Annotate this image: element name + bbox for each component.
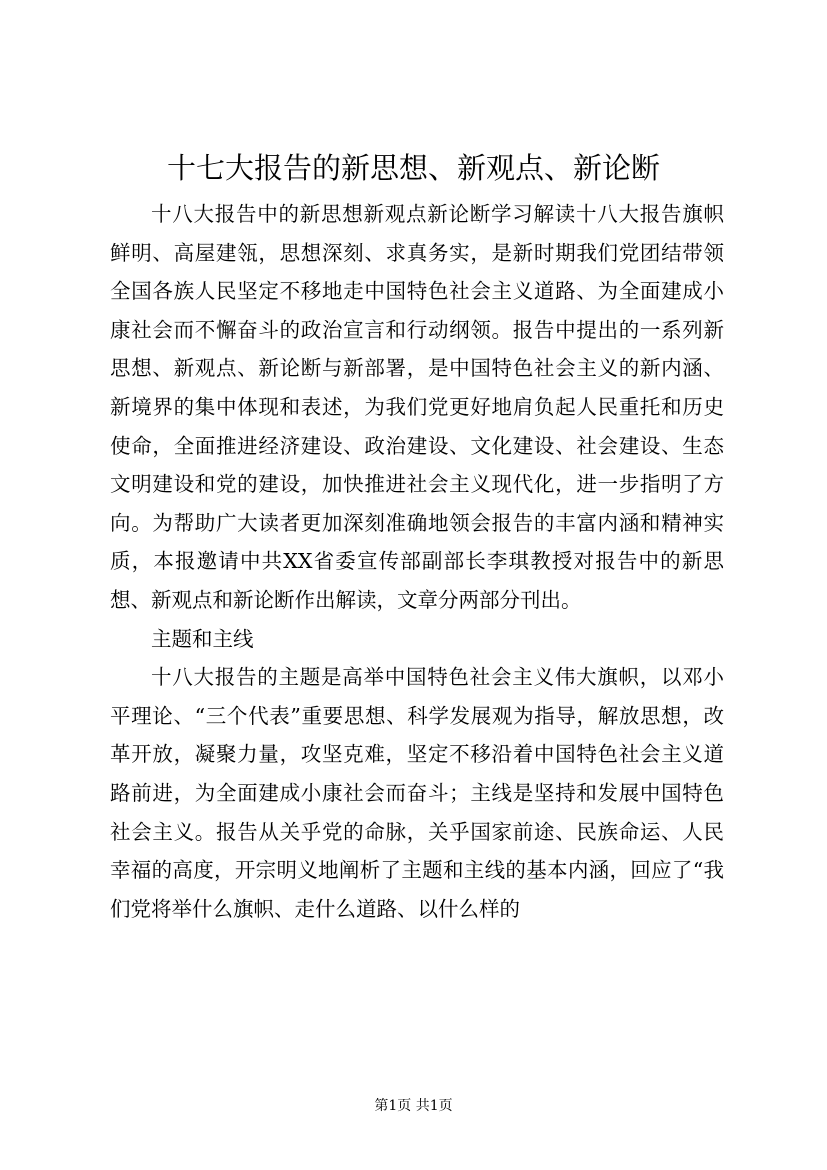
page-footer: 第1页 共1页 (374, 1098, 453, 1114)
document-title: 十七大报告的新思想、新观点、新论断 (166, 151, 660, 185)
body-paragraph: 十八大报告的主题是高举中国特色社会主义伟大旗帜，以邓小平理论、“三个代表”重要思想、科学发展观为指导，解放思想，改革开放，凝聚力量，攻坚克难，坚定不移沿着中国特色社会主义道路前进，为全面建成小康社会而奋斗；主线是坚持和发展中国特色社会主义。报告从关乎党的命脉，关乎国家前途、民族命运、人民幸福的高度，开宗明义地阐析了主题和主线的基本内涵，回应了“我们党将举什么旗帜、走什么道路、以什么样的 (110, 665, 724, 921)
section-heading: 主题和主线 (151, 626, 254, 651)
intro-paragraph: 十八大报告中的新思想新观点新论断学习解读十八大报告旗帜鲜明、高屋建瓴，思想深刻、求真务实，是新时期我们党团结带领全国各族人民坚定不移地走中国特色社会主义道路、为全面建成小康社会而不懈奋斗的政治宣言和行动纲领。报告中提出的一系列新思想、新观点、新论断与新部署，是中国特色社会主义的新内涵、新境界的集中体现和表述，为我们党更好地肩负起人民重托和历史使命，全面推进经济建设、政治建设、文化建设、社会建设、生态文明建设和党的建设，加快推进社会主义现代化，进一步指明了方向。为帮助广大读者更加深刻准确地领会报告的丰富内涵和精神实质，本报邀请中共XX省委宣传部副部长李琪教授对报告中的新思想、新观点和新论断作出解读，文章分两部分刊出。 (110, 202, 724, 612)
document-body (110, 195, 724, 928)
